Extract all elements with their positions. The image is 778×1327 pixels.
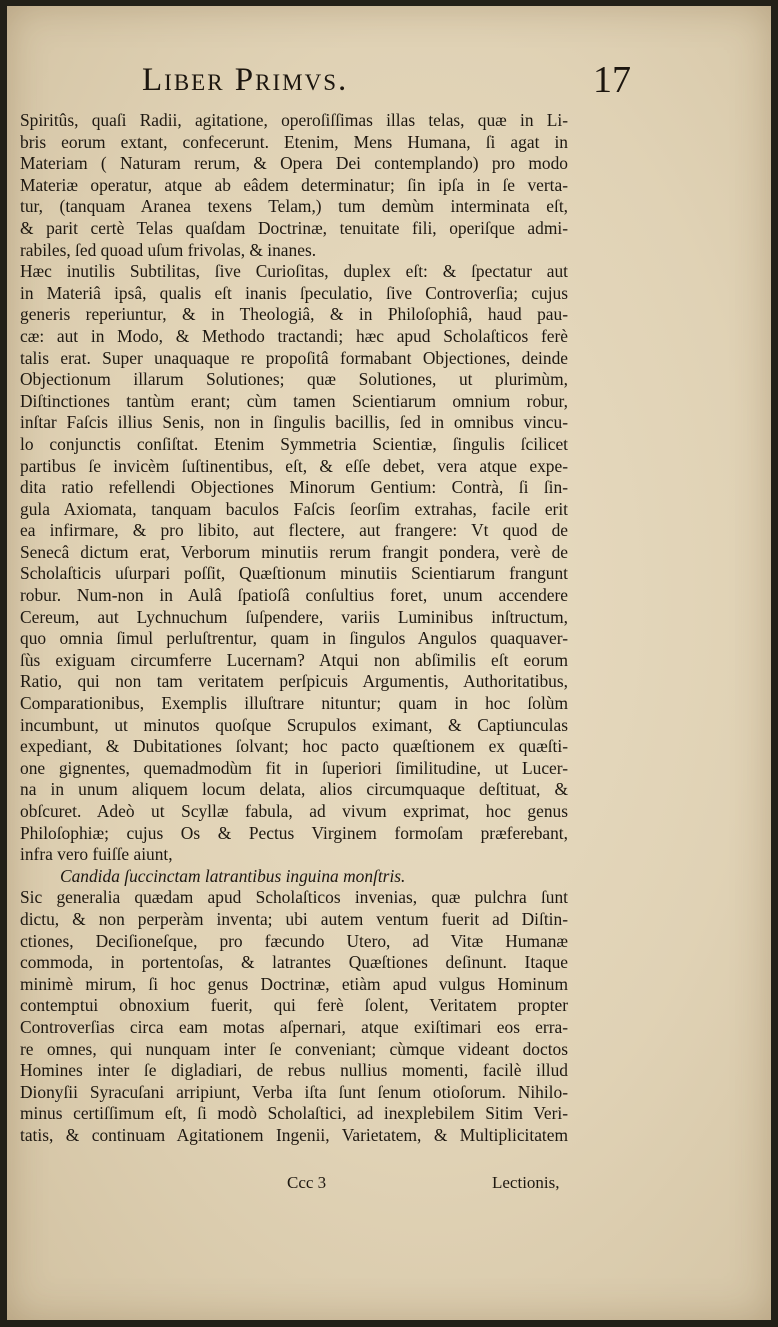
text-line: incumbunt, ut minutos quoſque Scrupulos eximant, & Captiunculas — [20, 714, 568, 735]
text-line: ctiones, Deciſioneſque, pro fæcundo Utero, ad Vitæ Humanæ — [20, 930, 568, 951]
text-line: & parit certè Telas quaſdam Doctrinæ, tenuitate fili, operiſque admi- — [20, 217, 568, 238]
verse-line: Candida ſuccinctam latrantibus inguina monſtris. — [60, 865, 406, 886]
text-line: Sic generalia quædam apud Scholaſticos invenias, quæ pulchra ſunt — [20, 887, 568, 908]
text-line: obſcuret. Adeò ut Scyllæ fabula, ad vivum exprimat, hoc genus — [20, 801, 568, 821]
text-line: tur, (tanquam Aranea texens Telam,) tum demùm interminata eſt, — [20, 196, 568, 217]
text-line: Spiritûs, quaſi Radii, agitatione, operoſiſſimas illas telas, quæ in Li- — [20, 110, 568, 130]
text-line: Diſtinctiones tantùm erant; cùm tamen Scientiarum omnium robur, — [20, 390, 568, 411]
text-line: expediant, & Dubitationes ſolvant; hoc pacto quæſtionem ex quæſti- — [20, 736, 568, 757]
catchword: Lectionis, — [492, 1173, 560, 1192]
text-line: Cereum, aut Lychnuchum ſuſpendere, variis Luminibus inſtructum, — [20, 606, 568, 627]
text-line: Dionyſii Syracuſani arripiunt, Verba iſta ſunt ſenum otioſorum. Nihilo- — [20, 1081, 568, 1102]
page-number: 17 — [593, 59, 631, 101]
text-line: contemptui obnoxium fuerit, qui ferè ſolent, Veritatem propter — [20, 995, 568, 1016]
text-line: commoda, in portentoſas, & latrantes Quæſtiones deſinunt. Itaque — [20, 952, 568, 973]
text-line: lo conjunctis conſiſtat. Etenim Symmetria Scientiæ, ſingulis ſcilicet — [20, 433, 568, 454]
text-line: inſtar Faſcis illius Senis, non in ſingulis bacillis, ſed in omnibus vincu- — [20, 412, 568, 433]
text-line: infra vero fuiſſe aiunt, — [20, 844, 173, 865]
text-line: Materiæ operatur, atque ab eâdem determinatur; ſin ipſa in ſe verta- — [20, 174, 568, 195]
text-line: Homines inter ſe digladiari, de rebus nullius momenti, facilè illud — [20, 1060, 568, 1081]
text-line: Objectionum illarum Solutiones; quæ Solutiones, ut plurimùm, — [20, 369, 568, 390]
text-line: ſùs exiguam circumferre Lucernam? Atqui non abſimilis eſt eorum — [20, 649, 568, 670]
text-line: talis erat. Super unaquaque re propoſitâ formabant Objectiones, deinde — [20, 347, 568, 368]
text-line: Materiam ( Naturam rerum, & Opera Dei contemplando) pro modo — [20, 153, 568, 174]
text-line: robur. Num-non in Aulâ ſpatioſâ conſultius foret, unum accendere — [20, 585, 568, 606]
text-line: Senecâ dictum erat, Verborum minutiis rerum frangit pondera, verè de — [20, 541, 568, 562]
text-line: Comparationibus, Exemplis illuſtrare nituntur; quam in hoc ſolùm — [20, 693, 568, 714]
text-line: gula Axiomata, tanquam baculos Faſcis ſeorſim extrahas, facile erit — [20, 498, 568, 519]
text-line: bris eorum extant, confecerunt. Etenim, Mens Humana, ſi agat in — [20, 131, 568, 152]
running-head — [7, 56, 771, 106]
text-line: Philoſophiæ; cujus Os & Pectus Virginem formoſam præferebant, — [20, 822, 568, 843]
text-line: quo omnia ſimul perluſtrentur, quam in ſingulos Angulos quaquaver- — [20, 628, 568, 649]
text-line: cæ: aut in Modo, & Methodo tractandi; hæc apud Scholaſticos ferè — [20, 325, 568, 346]
text-line: partibus ſe invicèm ſuſtinentibus, eſt, & eſſe debet, vera atque expe- — [20, 455, 568, 476]
text-line: Ratio, qui non tam veritatem perſpicuis Argumentis, Authoritatibus, — [20, 671, 568, 692]
text-line: Controverſias circa eam motas aſpernari, atque exiſtimari eos erra- — [20, 1016, 568, 1037]
text-line: ea infirmare, & pro libito, aut flectere, aut frangere: Vt quod de — [20, 520, 568, 541]
text-line: rabiles, ſed quoad uſum frivolas, & inanes. — [20, 239, 317, 260]
signature-mark: Ccc 3 — [287, 1173, 327, 1192]
text-line: na in unum aliquem locum delata, alios circumquaque deſtituat, & — [20, 779, 568, 800]
text-line: Hæc inutilis Subtilitas, ſive Curioſitas, duplex eſt: & ſpectatur aut — [20, 261, 568, 282]
text-line: re omnes, qui nunquam inter ſe conveniant; cùmque videant doctos — [20, 1038, 568, 1059]
text-line: Scholaſticis uſurpari poſſit, Quæſtionum minutiis Scientiarum frangunt — [20, 563, 568, 584]
text-line: in Materiâ ipsâ, qualis eſt inanis ſpeculatio, ſive Controverſia; cujus — [20, 282, 568, 303]
text-line: dictu, & non perperàm inventa; ubi autem ventum fuerit ad Diſtin- — [20, 908, 568, 929]
text-line: one gignentes, quemadmodùm fit in ſuperiori ſimilitudine, ut Lucer- — [20, 757, 568, 778]
text-line: dita ratio refellendi Objectiones Minorum Gentium: Contrà, ſi ſin- — [20, 477, 568, 498]
body-text — [20, 110, 568, 1147]
text-line: generis reperiuntur, & in Theologiâ, & in Philoſophiâ, haud pau- — [20, 304, 568, 325]
book-page — [7, 6, 771, 1320]
text-line: minus certiſſimum eſt, ſi modò Scholaſtici, ad inexplebilem Sitim Veri- — [20, 1103, 568, 1124]
running-title: Liber Primvs. — [142, 62, 349, 98]
text-line: minimè mirum, ſi hoc genus Doctrinæ, etiàm apud vulgus Hominum — [20, 973, 568, 994]
text-line: tatis, & continuam Agitationem Ingenii, Varietatem, & Multiplicitatem — [20, 1124, 568, 1145]
